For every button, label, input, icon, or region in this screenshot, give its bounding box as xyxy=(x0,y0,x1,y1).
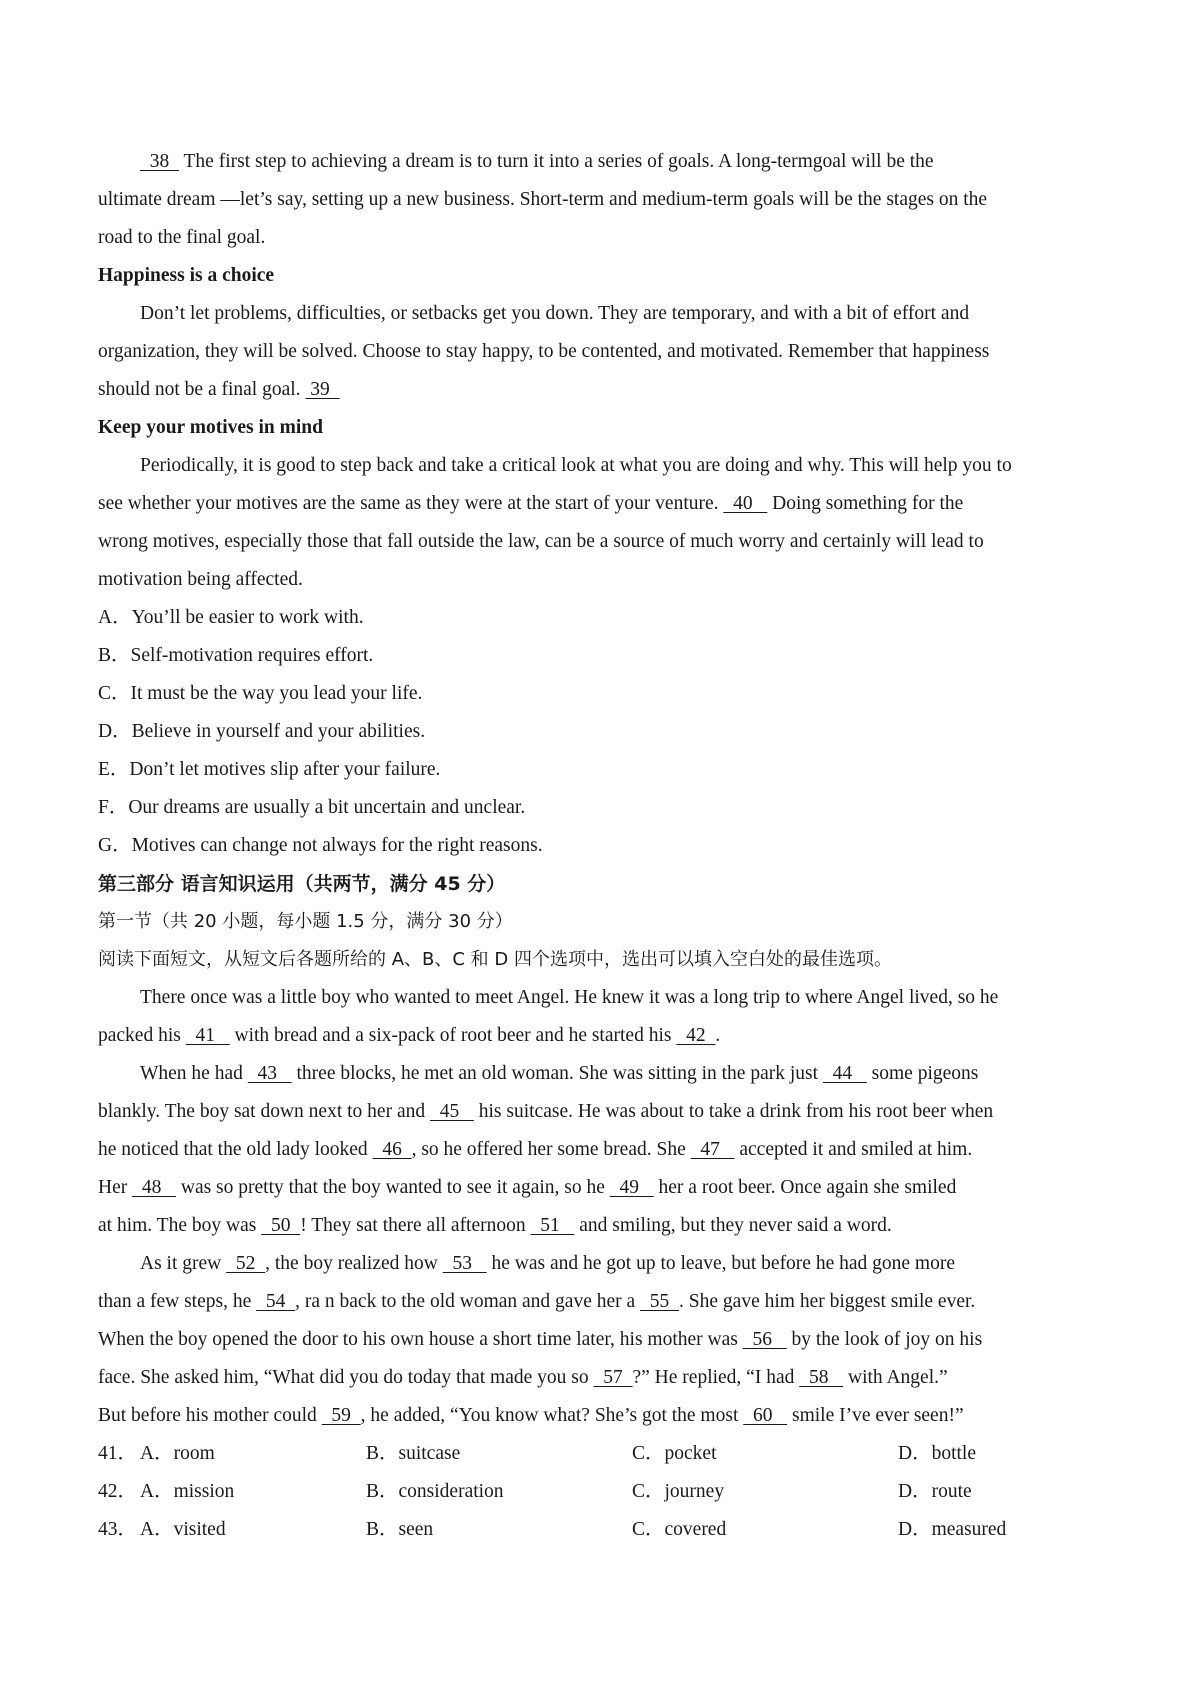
paragraph-38-line: ultimate dream —let’s say, setting up a new business. Short-term and medium-term goals will be the stages on the xyxy=(98,189,988,210)
question-number: 41． xyxy=(98,1443,138,1464)
choice-d: D．measured xyxy=(898,1519,1007,1540)
question-number: 42． xyxy=(98,1481,138,1502)
text: his suitcase. He was about to take a drink from his root beer when xyxy=(473,1101,994,1122)
option-d: D．Believe in yourself and your abilities. xyxy=(98,721,426,742)
choice-c: C．pocket xyxy=(632,1443,717,1464)
text: see whether your motives are the same as they were at the start of your venture. xyxy=(98,493,724,514)
blank-54: 54 xyxy=(256,1291,296,1312)
cloze-line xyxy=(98,1055,1118,1093)
text: When he had xyxy=(140,1063,248,1084)
blank-60: 60 xyxy=(743,1405,788,1426)
blank-45: 45 xyxy=(429,1101,474,1122)
blank-58: 58 xyxy=(799,1367,844,1388)
text: was so pretty that the boy wanted to see it again, so he xyxy=(175,1177,610,1198)
choice-d: D．route xyxy=(898,1481,972,1502)
text: Her xyxy=(98,1177,133,1198)
text: packed his xyxy=(98,1025,186,1046)
text: at him. The boy was xyxy=(98,1215,262,1236)
choice-d: D．bottle xyxy=(898,1443,976,1464)
section-subtitle: 第一节（共 20 小题，每小题 1.5 分，满分 30 分） xyxy=(98,911,513,932)
blank-42: 42 xyxy=(676,1025,716,1046)
blank-44: 44 xyxy=(822,1063,867,1084)
choice-c: C．covered xyxy=(632,1519,727,1540)
blank-48: 48 xyxy=(132,1177,176,1198)
blank-50: 50 xyxy=(261,1215,301,1236)
cloze-line: There once was a little boy who wanted to meet Angel. He knew it was a long trip to where Angel lived, so he xyxy=(140,987,999,1008)
choice-b: B．suitcase xyxy=(366,1443,461,1464)
blank-53: 53 xyxy=(442,1253,487,1274)
text: blankly. The boy sat down next to her and xyxy=(98,1101,430,1122)
text: some pigeons xyxy=(866,1063,979,1084)
text: three blocks, he met an old woman. She was sitting in the park just xyxy=(291,1063,823,1084)
text: , the boy realized how xyxy=(265,1253,443,1274)
text: . xyxy=(715,1025,721,1046)
cloze-line xyxy=(98,1359,1118,1397)
text: than a few steps, he xyxy=(98,1291,257,1312)
choice-b: B．seen xyxy=(366,1519,434,1540)
cloze-line xyxy=(98,1093,1118,1131)
blank-49: 49 xyxy=(609,1177,654,1198)
text: Doing something for the xyxy=(767,493,964,514)
paragraph-39-line xyxy=(98,371,1118,409)
text: When the boy opened the door to his own house a short time later, his mother was xyxy=(98,1329,743,1350)
paragraph-40-line: wrong motives, especially those that fall outside the law, can be a source of much worry and certainly will lead to xyxy=(98,531,984,552)
choice-a: A．visited xyxy=(140,1519,226,1540)
blank-57: 57 xyxy=(593,1367,633,1388)
question-41 xyxy=(98,1435,1118,1473)
text: with bread and a six-pack of root beer and he started his xyxy=(229,1025,677,1046)
text: As it grew xyxy=(140,1253,227,1274)
text: by the look of joy on his xyxy=(786,1329,983,1350)
option-c: C．It must be the way you lead your life. xyxy=(98,683,423,704)
text: . She gave him her biggest smile ever. xyxy=(679,1291,976,1312)
blank-47: 47 xyxy=(690,1139,735,1160)
option-a: A．You’ll be easier to work with. xyxy=(98,607,364,628)
blank-55: 55 xyxy=(640,1291,680,1312)
paragraph-40-line: motivation being affected. xyxy=(98,569,303,590)
cloze-line xyxy=(98,1131,1118,1169)
blank-43: 43 xyxy=(247,1063,292,1084)
question-42 xyxy=(98,1473,1118,1511)
question-43 xyxy=(98,1511,1118,1549)
option-b: B．Self-motivation requires effort. xyxy=(98,645,374,666)
text: , ra n back to the old woman and gave her a xyxy=(295,1291,641,1312)
blank-39: 39 xyxy=(305,379,340,400)
cloze-line xyxy=(98,1169,1118,1207)
cloze-line xyxy=(98,1245,1118,1283)
section-instruction: 阅读下面短文，从短文后各题所给的 A、B、C 和 D 四个选项中，选出可以填入空白处的最佳选项。 xyxy=(98,949,892,970)
paragraph-38-line xyxy=(98,143,1118,181)
blank-56: 56 xyxy=(742,1329,787,1350)
text: and smiling, but they never said a word. xyxy=(574,1215,892,1236)
paragraph-39-line: organization, they will be solved. Choose to stay happy, to be contented, and motivated. Remember that happiness xyxy=(98,341,990,362)
text: he noticed that the old lady looked xyxy=(98,1139,373,1160)
text: face. She asked him, “What did you do today that made you so xyxy=(98,1367,594,1388)
text: The first step to achieving a dream is to turn it into a series of goals. A long-termgoal will be the xyxy=(179,151,934,172)
blank-59: 59 xyxy=(321,1405,361,1426)
cloze-line xyxy=(98,1397,1118,1435)
text: , so he offered her some bread. She xyxy=(411,1139,691,1160)
blank-52: 52 xyxy=(226,1253,266,1274)
choice-c: C．journey xyxy=(632,1481,725,1502)
paragraph-39-line: Don’t let problems, difficulties, or setbacks get you down. They are temporary, and with a bit of effort and xyxy=(140,303,970,324)
text: But before his mother could xyxy=(98,1405,322,1426)
blank-46: 46 xyxy=(372,1139,412,1160)
blank-38: 38 xyxy=(140,151,179,172)
text: , he added, “You know what? She’s got the most xyxy=(360,1405,744,1426)
option-f: F．Our dreams are usually a bit uncertain and unclear. xyxy=(98,797,526,818)
choice-b: B．consideration xyxy=(366,1481,504,1502)
cloze-line xyxy=(98,1321,1118,1359)
blank-51: 51 xyxy=(530,1215,575,1236)
cloze-line xyxy=(98,1283,1118,1321)
paragraph-40-line: Periodically, it is good to step back and take a critical look at what you are doing and why. This will help you to xyxy=(140,455,1012,476)
text: should not be a final goal. xyxy=(98,379,306,400)
text: her a root beer. Once again she smiled xyxy=(653,1177,957,1198)
text: accepted it and smiled at him. xyxy=(734,1139,973,1160)
text: he was and he got up to leave, but before he had gone more xyxy=(486,1253,955,1274)
option-g: G．Motives can change not always for the right reasons. xyxy=(98,835,543,856)
blank-41: 41 xyxy=(185,1025,230,1046)
cloze-line xyxy=(98,1017,1118,1055)
text: ! They sat there all afternoon xyxy=(300,1215,531,1236)
text: ?” He replied, “I had xyxy=(632,1367,800,1388)
paragraph-38-line: road to the final goal. xyxy=(98,227,266,248)
choice-a: A．mission xyxy=(140,1481,235,1502)
heading-motives: Keep your motives in mind xyxy=(98,417,323,438)
section-title: 第三部分 语言知识运用（共两节，满分 45 分） xyxy=(98,873,506,895)
choice-a: A．room xyxy=(140,1443,215,1464)
option-e: E．Don’t let motives slip after your failure. xyxy=(98,759,441,780)
cloze-line xyxy=(98,1207,1118,1245)
text: with Angel.” xyxy=(843,1367,948,1388)
question-number: 43． xyxy=(98,1519,138,1540)
paragraph-40-line xyxy=(98,485,1118,523)
blank-40: 40 xyxy=(723,493,768,514)
heading-happiness: Happiness is a choice xyxy=(98,265,275,286)
page-content xyxy=(98,143,1118,1549)
text: smile I’ve ever seen!” xyxy=(787,1405,964,1426)
